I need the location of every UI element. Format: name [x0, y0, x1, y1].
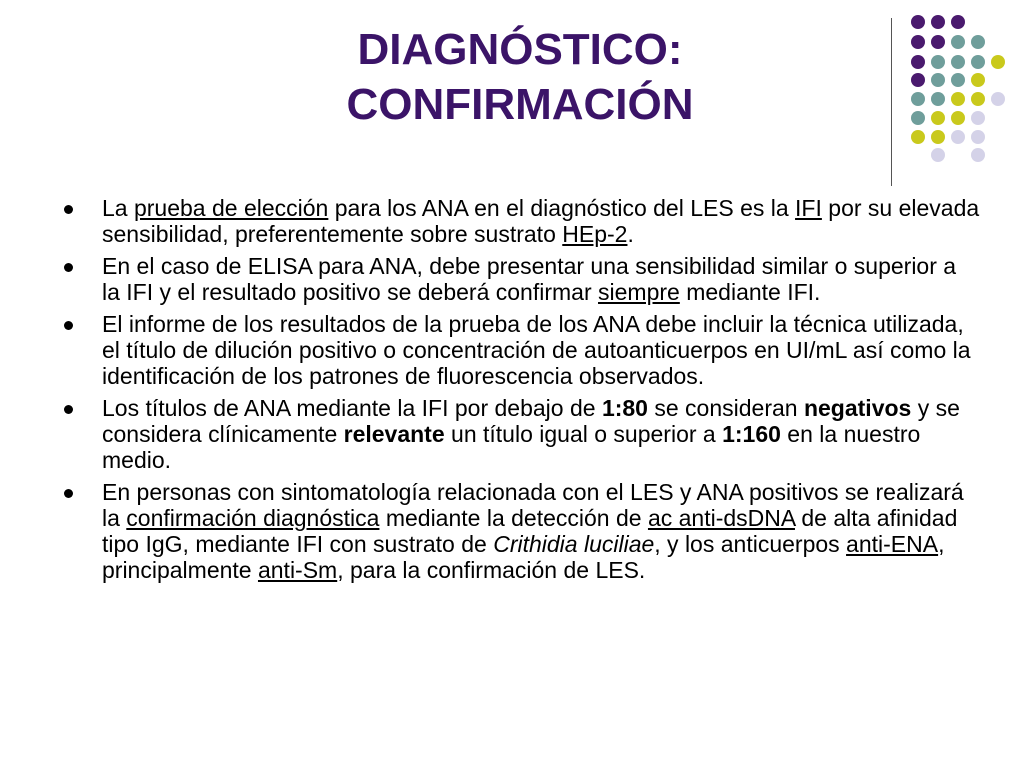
bullet-dot-icon	[64, 489, 73, 498]
dot	[931, 111, 945, 125]
dot	[911, 15, 925, 29]
bullet-item: Los títulos de ANA mediante la IFI por debajo de 1:80 se consideran negativos y se considera clínicamente relevante un título igual o superior a 1:160 en la nuestro medio.	[60, 395, 980, 473]
bullet-dot-icon	[64, 263, 73, 272]
slide-title	[180, 22, 860, 132]
content-bullet-list	[60, 195, 980, 589]
dot	[931, 35, 945, 49]
dot	[931, 148, 945, 162]
dot	[971, 73, 985, 87]
dot	[991, 55, 1005, 69]
bullet-item: En personas con sintomatología relacionada con el LES y ANA positivos se realizará la confirmación diagnóstica mediante la detección de ac anti-dsDNA de alta afinidad tipo IgG, mediante IFI con sustrato de Crithidia luciliae, y los anticuerpos anti-ENA, principalmente anti-Sm, para la confirmación de LES.	[60, 479, 980, 583]
dot	[931, 55, 945, 69]
underlined-term: IFI	[795, 195, 822, 221]
dot	[911, 55, 925, 69]
dot	[951, 15, 965, 29]
dot	[971, 92, 985, 106]
dot	[911, 35, 925, 49]
dot	[951, 111, 965, 125]
dot	[951, 92, 965, 106]
bold-term: 1:160	[722, 421, 781, 447]
bullet-dot-icon	[64, 405, 73, 414]
bullet-item: La prueba de elección para los ANA en el diagnóstico del LES es la IFI por su elevada sensibilidad, preferentemente sobre sustrato HEp-2.	[60, 195, 980, 247]
dot	[971, 148, 985, 162]
underlined-term: ac anti-dsDNA	[647, 505, 795, 531]
dot	[911, 73, 925, 87]
underlined-term: anti-Sm	[257, 557, 338, 583]
dot	[911, 130, 925, 144]
dot	[951, 130, 965, 144]
title-line-2: CONFIRMACIÓN	[346, 80, 694, 129]
dot	[951, 55, 965, 69]
dot	[971, 130, 985, 144]
dot	[971, 35, 985, 49]
underlined-term: confirmación diagnóstica	[126, 505, 380, 531]
underlined-term: prueba de elección	[133, 195, 329, 221]
dot	[931, 130, 945, 144]
dot	[951, 35, 965, 49]
decorative-divider	[891, 18, 892, 186]
dot	[931, 15, 945, 29]
bold-term: negativos	[803, 395, 912, 421]
dot	[911, 92, 925, 106]
dot	[931, 92, 945, 106]
underlined-term: siempre	[598, 279, 680, 305]
bold-term: relevante	[343, 421, 445, 447]
bullet-dot-icon	[64, 321, 73, 330]
bullet-item: El informe de los resultados de la prueba de los ANA debe incluir la técnica utilizada, el título de dilución positivo o concentración de autoanticuerpos en UI/mL así como la identificación de los patrones de fluorescencia observados.	[60, 311, 980, 389]
title-line-1: DIAGNÓSTICO:	[357, 25, 683, 74]
dot	[951, 73, 965, 87]
dot	[911, 111, 925, 125]
bullet-item: En el caso de ELISA para ANA, debe presentar una sensibilidad similar o superior a la IFI y el resultado positivo se deberá confirmar siempre mediante IFI.	[60, 253, 980, 305]
bullet-dot-icon	[64, 205, 73, 214]
dot	[971, 111, 985, 125]
underlined-term: anti-ENA	[846, 531, 939, 557]
dot	[991, 92, 1005, 106]
italic-term: Crithidia luciliae	[493, 531, 655, 557]
dot	[931, 73, 945, 87]
dot	[971, 55, 985, 69]
bold-term: 1:80	[601, 395, 648, 421]
underlined-term: HEp-2	[562, 221, 628, 247]
